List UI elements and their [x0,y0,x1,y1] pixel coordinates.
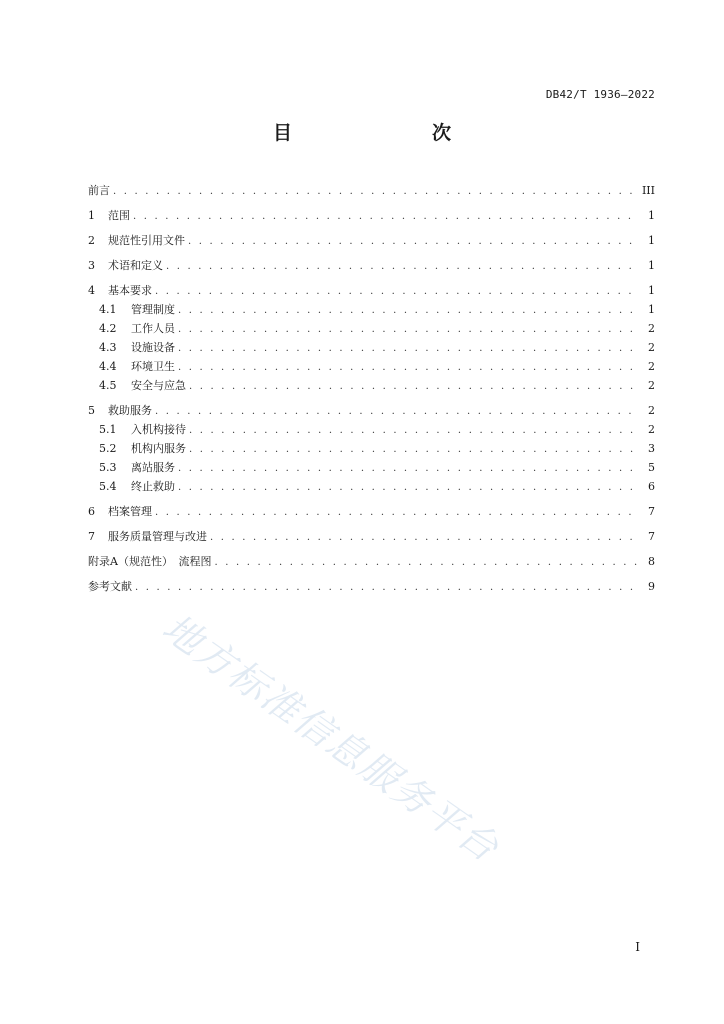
toc-entry-scope[interactable] [88,207,655,226]
toc-entry-page: 7 [648,530,655,543]
toc-entry-label: 工作人员 [131,322,175,335]
toc-entry-5-4[interactable] [88,478,655,497]
toc-entry-label: 基本要求 [108,284,152,297]
toc-entry-number: 4.3 [99,341,117,354]
toc-dot-leader [188,233,639,251]
toc-entry-number: 5.4 [99,480,117,493]
toc-dot-leader [178,340,639,358]
toc-entry-5-3[interactable] [88,459,655,478]
toc-entry-relief-services[interactable] [88,402,655,421]
toc-entry-4-1[interactable] [88,301,655,320]
toc-entry-page: 2 [648,322,655,335]
toc-entry-page: 1 [648,234,655,247]
toc-dot-leader [155,403,639,421]
page-title: 目 次 [272,122,485,144]
toc-entry-label: 档案管理 [108,505,152,518]
toc-dot-leader [189,422,639,440]
toc-entry-label: 终止救助 [131,480,175,493]
toc-entry-number: 5.2 [99,442,117,455]
toc-entry-label: 规范性引用文件 [108,234,185,247]
toc-entry-page: 5 [648,461,655,474]
toc-dot-leader [189,378,639,396]
toc-entry-5-1[interactable] [88,421,655,440]
toc-entry-label: 服务质量管理与改进 [108,530,207,543]
toc-entry-bibliography[interactable] [88,578,655,597]
toc-entry-number: 7 [88,530,95,543]
toc-dot-leader [155,283,639,301]
watermark-text: 地方标准信息服务平台 [154,605,508,871]
toc-dot-leader [178,302,639,320]
toc-entry-4-4[interactable] [88,358,655,377]
toc-entry-quality-management[interactable] [88,528,655,547]
toc-dot-leader [178,479,639,497]
toc-entry-label: 入机构接待 [131,423,186,436]
toc-entry-number: 4.2 [99,322,117,335]
toc-entry-label: 设施设备 [131,341,175,354]
page-number: I [635,940,640,954]
toc-dot-leader [133,208,639,226]
toc-entry-archive-management[interactable] [88,503,655,522]
toc-entry-number: 4.5 [99,379,117,392]
toc-entry-label: 参考文献 [88,580,132,593]
toc-entry-label: 前言 [88,184,110,197]
toc-entry-number: 4.4 [99,360,117,373]
toc-entry-page: 2 [648,360,655,373]
toc-entry-page: 1 [648,284,655,297]
toc-dot-leader [189,441,639,459]
toc-entry-4-2[interactable] [88,320,655,339]
toc-entry-label: 机构内服务 [131,442,186,455]
toc-entry-page: 2 [648,379,655,392]
toc-entry-page: 1 [648,303,655,316]
toc-entry-4-3[interactable] [88,339,655,358]
toc-entry-page: 9 [648,580,655,593]
toc-entry-number: 5.3 [99,461,117,474]
toc-entry-number: 5.1 [99,423,117,436]
toc-entry-page: 2 [648,404,655,417]
toc-entry-number: 4.1 [99,303,117,316]
toc-entry-page: 1 [648,259,655,272]
toc-entry-page: 2 [648,341,655,354]
toc-entry-preface[interactable] [88,182,655,201]
toc-entry-label: 救助服务 [108,404,152,417]
toc-entry-label: 环境卫生 [131,360,175,373]
toc-entry-page: 2 [648,423,655,436]
toc-entry-label: 管理制度 [131,303,175,316]
toc-entry-number: 5 [88,404,95,417]
toc-entry-normative-references[interactable] [88,232,655,251]
table-of-contents [88,182,655,597]
toc-entry-terms[interactable] [88,257,655,276]
toc-entry-page: 1 [648,209,655,222]
toc-entry-number: 2 [88,234,95,247]
toc-entry-page: 8 [648,555,655,568]
toc-dot-leader [210,529,639,547]
toc-entry-label: 范围 [108,209,130,222]
toc-entry-label: 离站服务 [131,461,175,474]
toc-entry-page: III [641,184,655,197]
toc-entry-number: 6 [88,505,95,518]
toc-entry-label: 安全与应急 [131,379,186,392]
toc-entry-label: 术语和定义 [108,259,163,272]
toc-entry-label: 附录A（规范性） 流程图 [88,555,212,568]
toc-dot-leader [214,554,639,572]
toc-entry-number: 3 [88,259,95,272]
toc-entry-number: 4 [88,284,95,297]
toc-entry-page: 3 [648,442,655,455]
toc-entry-page: 6 [648,480,655,493]
toc-entry-basic-requirements[interactable] [88,282,655,301]
toc-dot-leader [178,359,639,377]
toc-entry-appendix-a[interactable] [88,553,655,572]
toc-dot-leader [113,183,638,201]
toc-entry-5-2[interactable] [88,440,655,459]
toc-dot-leader [178,460,639,478]
toc-dot-leader [178,321,639,339]
document-code: DB42/T 1936—2022 [545,88,655,101]
toc-entry-4-5[interactable] [88,377,655,396]
toc-dot-leader [166,258,639,276]
toc-entry-number: 1 [88,209,95,222]
toc-entry-page: 7 [648,505,655,518]
toc-dot-leader [155,504,639,522]
toc-dot-leader [135,579,639,597]
